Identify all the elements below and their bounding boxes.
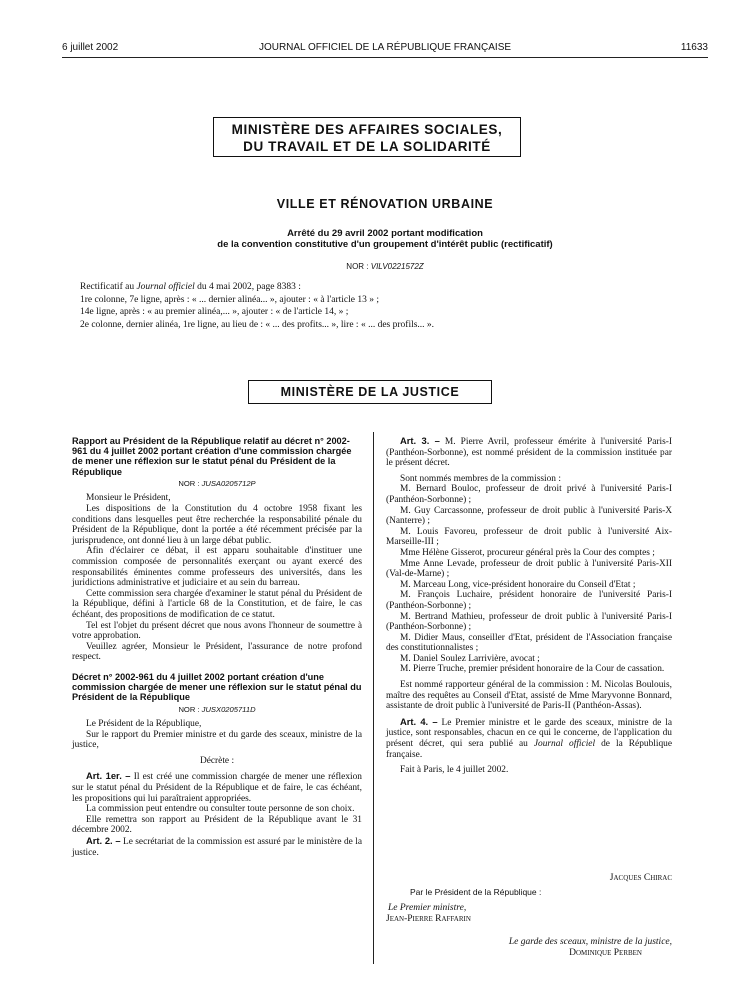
- right-column: [386, 436, 672, 776]
- rapport-paragraph: Veuillez agréer, Monsieur le Président, l'assurance de notre profond respect.: [72, 641, 362, 663]
- member-item: M. Didier Maus, conseiller d'Etat, président de l'Association française des constitutionnalistes ;: [386, 632, 672, 654]
- rectificatif-intro: Rectificatif au Journal officiel du 4 mai 2002, page 8383 :: [80, 282, 301, 292]
- article-1-paragraph: Elle remettra son rapport au Président de la République avant le 31 décembre 2002.: [72, 814, 362, 836]
- member-item: Mme Anne Levade, professeur de droit public à l'université Paris-XII (Val-de-Marne) ;: [386, 558, 672, 580]
- arrete-title-line-2: de la convention constitutive d'un groupement d'intérêt public (rectificatif): [217, 239, 553, 250]
- ministry-line-1: MINISTÈRE DES AFFAIRES SOCIALES,: [231, 122, 503, 137]
- header-journal-title: JOURNAL OFFICIEL DE LA RÉPUBLIQUE FRANÇAISE: [258, 42, 512, 53]
- decret-intro: Sur le rapport du Premier ministre et du garde des sceaux, ministre de la justice,: [72, 729, 362, 751]
- rapport-paragraph: Cette commission sera chargée d'examiner le statut pénal du Président de la République, défini à l'article 68 de la Constitution, et de faire, le cas échéant, des propositions de modification de ce statut.: [72, 588, 362, 620]
- member-item: M. Bernard Bouloc, professeur de droit privé à l'université Paris-I (Panthéon-Sorbonne) ;: [386, 484, 672, 505]
- rapport-nor: NOR : JUSA0205712P: [178, 478, 256, 488]
- rapport-paragraph: Les dispositions de la Constitution du 4 octobre 1958 fixant les conditions dans lesquelles peut être recherchée la responsabilité pénale du Président de la République, dont la portée a été récemment précisée par la jurisprudence, ont donné lieu à un large débat public.: [72, 504, 362, 546]
- left-column: [72, 436, 362, 858]
- signature-president: Jacques Chirac: [609, 873, 672, 883]
- rapport-paragraph: Afin d'éclairer ce débat, il est apparu souhaitable d'instituer une commission composée de personnalités exerçant ou ayant exercé des responsabilités éminentes comme professeurs des universités, dans les juridictions administrative et judiciaire et au sein du barreau.: [72, 546, 362, 589]
- section-title: VILLE ET RÉNOVATION URBAINE: [276, 197, 494, 211]
- fait-a-paris: Fait à Paris, le 4 juillet 2002.: [400, 765, 509, 776]
- header-date: 6 juillet 2002: [62, 42, 119, 53]
- rectificatif-line: 14e ligne, après : « au premier alinéa,... », ajouter : « de l'article 14, » ;: [80, 307, 349, 317]
- article-3: Art. 3. – M. Pierre Avril, professeur émérite à l'université Paris-I (Panthéon-Sorbonne), est nommé président de la commission instituée par le présent décret.: [386, 435, 673, 469]
- members-intro: Sont nommés membres de la commission :: [400, 473, 561, 484]
- article-1-paragraph: La commission peut entendre ou consulter toute personne de son choix.: [86, 804, 355, 815]
- arrete-nor: [62, 262, 708, 271]
- rectificatif-line: 1re colonne, 7e ligne, après : « ... dernier alinéa... », ajouter : « à l'article 13 » ;: [80, 294, 380, 305]
- rectificatif-block: [80, 281, 708, 331]
- ministry-box-justice: MINISTÈRE DE LA JUSTICE: [248, 380, 492, 404]
- rapport-title: Rapport au Président de la République relatif au décret n° 2002-961 du 4 juillet 2002 portant création d'une commission chargée de mener une réflexion sur le statut pénal du Président de la République: [72, 436, 352, 477]
- member-item: M. Guy Carcassonne, professeur de droit public à l'université Paris-X (Nanterre) ;: [386, 505, 672, 527]
- column-divider: [373, 432, 374, 964]
- member-item: M. François Luchaire, président honoraire de l'université Paris-I (Panthéon-Sorbonne) ;: [386, 590, 672, 611]
- member-item: M. Daniel Soulez Larrivière, avocat ;: [400, 653, 540, 664]
- member-item: M. Bertrand Mathieu, professeur de droit public à l'université Paris-I (Panthéon-Sorbonne) ;: [386, 611, 672, 633]
- member-item: M. Pierre Truche, premier président honoraire de la Cour de cassation.: [400, 664, 665, 675]
- ministry-box-affaires-sociales: [213, 117, 521, 157]
- decret-title: Décret n° 2002-961 du 4 juillet 2002 portant création d'une commission chargée de mener une réflexion sur le statut pénal du Président de la République: [72, 671, 362, 703]
- page-header: [62, 42, 708, 56]
- rapporteur-paragraph: Est nommé rapporteur général de la commission : M. Nicolas Boulouis, maître des requêtes au Conseil d'Etat, assisté de Mme Maryvonne Bonnard, assistante de droit public à l'université de Paris-II (Panthéon-Assas).: [386, 680, 672, 712]
- decret-nor: NOR : JUSX0205711D: [178, 704, 256, 714]
- member-item: M. Louis Favoreu, professeur de droit public à l'université Aix-Marseille-III ;: [386, 526, 672, 548]
- decret-intro: Le Président de la République,: [86, 719, 202, 730]
- member-item: M. Marceau Long, vice-président honoraire du Conseil d'Etat ;: [400, 579, 636, 590]
- article-1: Art. 1er. – Il est créé une commission chargée de mener une réflexion sur le statut pénal du Président de la République et de faire, le cas échéant, les propositions qui lui paraîtraient appropriées.: [72, 770, 362, 804]
- article-2: Art. 2. – Le secrétariat de la commission est assuré par le ministère de la justice.: [72, 835, 362, 858]
- rapport-salutation: Monsieur le Président,: [86, 493, 171, 504]
- arrete-title-line-1: Arrêté du 29 avril 2002 portant modification: [287, 228, 483, 239]
- nor-label: NOR :: [346, 262, 371, 271]
- arrete-title: [62, 228, 708, 250]
- header-page-number: 11633: [680, 42, 708, 53]
- par-le-president: Par le Président de la République :: [410, 887, 542, 897]
- article-4: Art. 4. – Le Premier ministre et le garde des sceaux, ministre de la justice, sont responsables, chacun en ce qui le concerne, de l'application du présent décret, qui sera publié au Journal officiel de la République française.: [386, 715, 673, 760]
- pm-name: Jean-Pierre Raffarin: [386, 914, 471, 924]
- ministry-line-2: DU TRAVAIL ET DE LA SOLIDARITÉ: [243, 139, 491, 154]
- garde-title: Le garde des sceaux, ministre de la justice,: [508, 937, 672, 947]
- rectificatif-line: 2e colonne, dernier alinéa, 1re ligne, au lieu de : « ... des profits... », lire : « ... des profils... ».: [80, 319, 435, 330]
- rapport-paragraph: Tel est l'objet du présent décret que nous avons l'honneur de soumettre à votre approbation.: [72, 620, 362, 642]
- header-divider: [62, 57, 708, 58]
- nor-code: VILV0221572Z: [370, 262, 424, 271]
- garde-des-sceaux-block: [509, 937, 672, 959]
- pm-title: Le Premier ministre,: [388, 903, 467, 913]
- decrete-label: Décrète :: [199, 755, 235, 766]
- garde-name: Dominique Perben: [569, 948, 642, 958]
- member-item: Mme Hélène Gisserot, procureur général près la Cour des comptes ;: [400, 547, 655, 558]
- premier-ministre-block: [386, 903, 471, 925]
